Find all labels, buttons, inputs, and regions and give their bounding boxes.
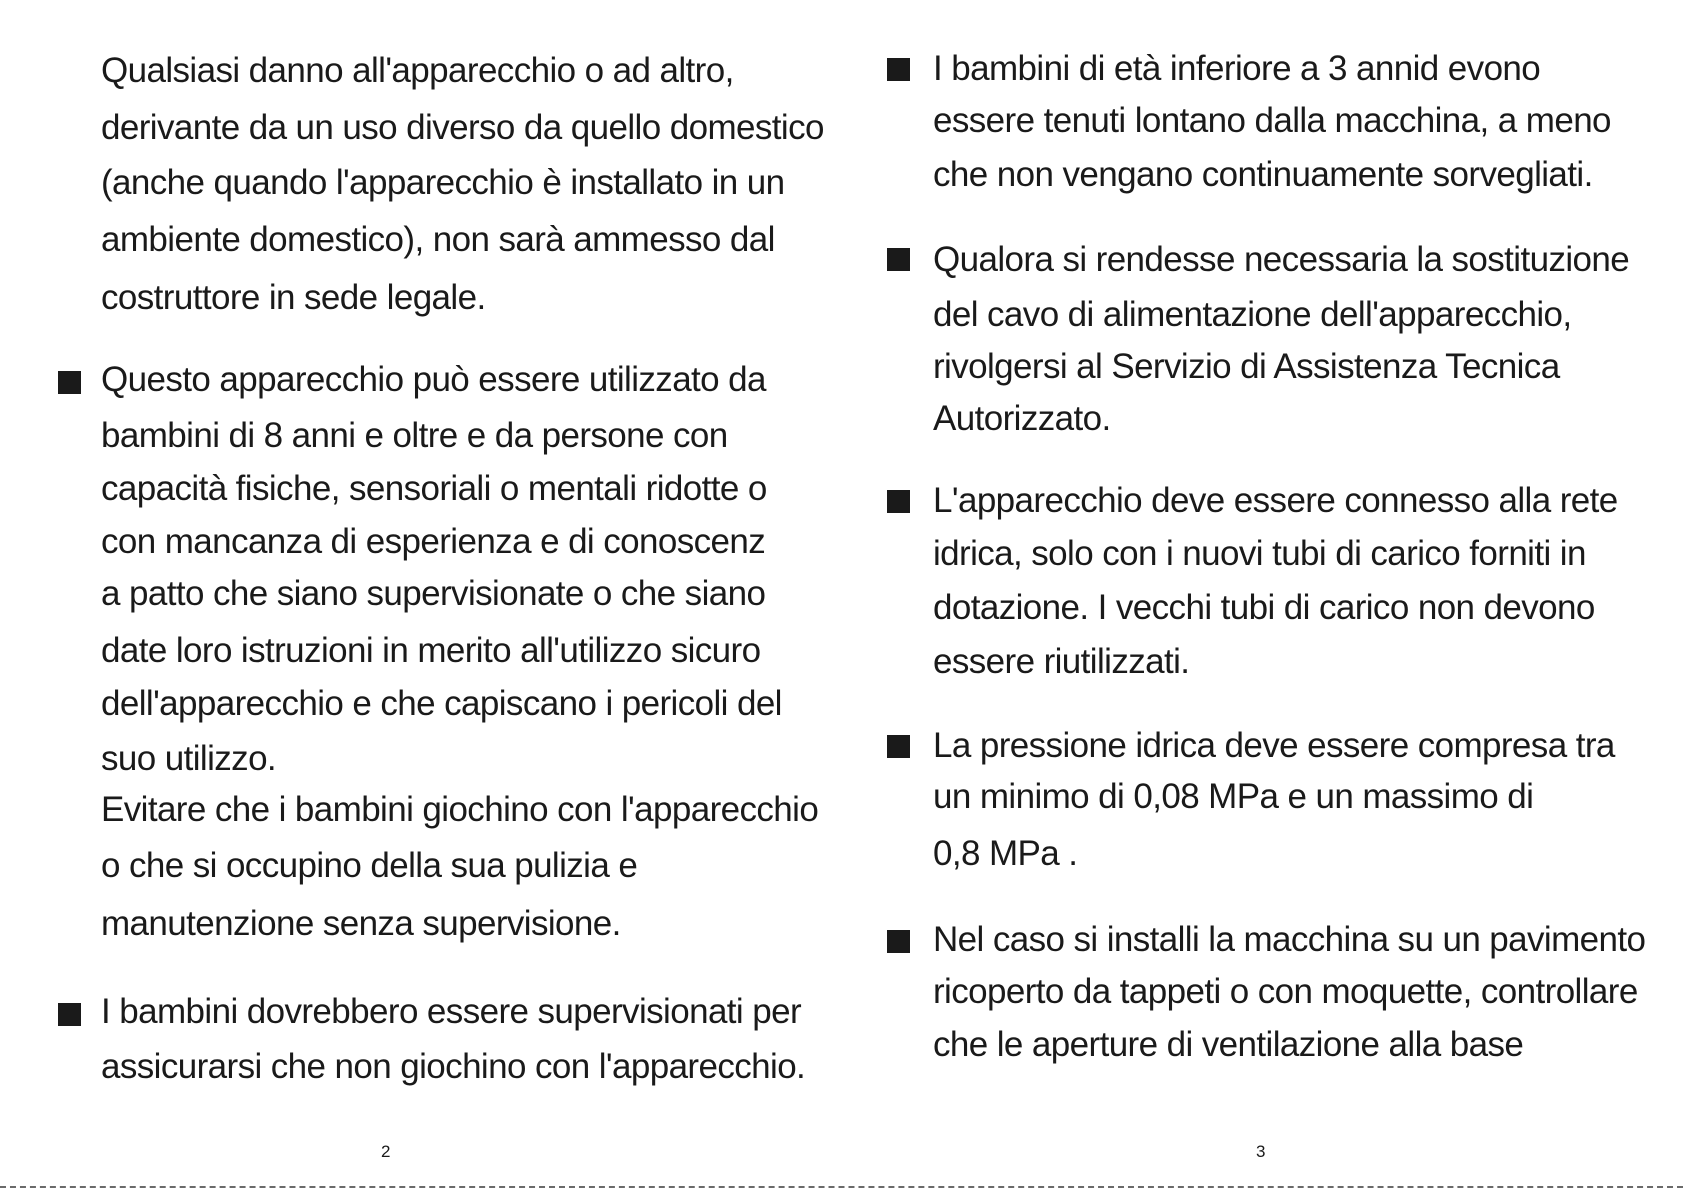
text-line: un minimo di 0,08 MPa e un massimo di (933, 777, 1534, 816)
square-bullet-icon (887, 58, 910, 81)
square-bullet-icon (887, 930, 910, 953)
text-line: dell'apparecchio e che capiscano i pericoli del (101, 684, 782, 723)
text-line: del cavo di alimentazione dell'apparecchio, (933, 295, 1572, 334)
text-line: a patto che siano supervisionate o che siano (101, 574, 766, 613)
text-line: dotazione. I vecchi tubi di carico non devono (933, 588, 1595, 627)
text-line: derivante da un uso diverso da quello domestico (101, 108, 824, 147)
text-line: che non vengano continuamente sorvegliati. (933, 155, 1593, 194)
text-line: Evitare che i bambini giochino con l'apparecchio (101, 790, 819, 829)
page-number: 2 (381, 1142, 391, 1161)
text-line: I bambini di età inferiore a 3 annid evono (933, 49, 1541, 88)
square-bullet-icon (887, 248, 910, 271)
text-line: (anche quando l'apparecchio è installato in un (101, 163, 785, 202)
text-line: bambini di 8 anni e oltre e da persone con (101, 416, 728, 455)
text-line: essere riutilizzati. (933, 642, 1190, 681)
text-line: ricoperto da tappeti o con moquette, controllare (933, 972, 1638, 1011)
square-bullet-icon (887, 490, 910, 513)
text-line: essere tenuti lontano dalla macchina, a meno (933, 101, 1611, 140)
text-line: con mancanza di esperienza e di conoscenz (101, 522, 766, 561)
text-line: Qualora si rendesse necessaria la sostituzione (933, 240, 1630, 279)
text-line: costruttore in sede legale. (101, 278, 486, 317)
text-line: L'apparecchio deve essere connesso alla rete (933, 481, 1618, 520)
text-line: Autorizzato. (933, 399, 1111, 438)
square-bullet-icon (58, 1003, 81, 1026)
text-line: capacità fisiche, sensoriali o mentali ridotte o (101, 469, 767, 508)
text-line: Questo apparecchio può essere utilizzato da (101, 360, 766, 399)
text-line: suo utilizzo. (101, 739, 277, 778)
text-line: manutenzione senza supervisione. (101, 904, 621, 943)
text-line: che le aperture di ventilazione alla base (933, 1025, 1524, 1064)
text-line: rivolgersi al Servizio di Assistenza Tecnica (933, 347, 1560, 386)
square-bullet-icon (887, 735, 910, 758)
text-line: 0,8 MPa . (933, 834, 1078, 873)
text-line: Nel caso si installi la macchina su un pavimento (933, 920, 1646, 959)
text-line: Qualsiasi danno all'apparecchio o ad altro, (101, 51, 734, 90)
text-line: o che si occupino della sua pulizia e (101, 846, 638, 885)
page-number: 3 (1256, 1142, 1266, 1161)
text-line: I bambini dovrebbero essere supervisionati per (101, 992, 802, 1031)
text-line: date loro istruzioni in merito all'utilizzo sicuro (101, 631, 761, 670)
right-page (841, 0, 1683, 1191)
bottom-dashed-rule (0, 1186, 1683, 1188)
text-line: assicurarsi che non giochino con l'apparecchio. (101, 1047, 806, 1086)
left-page (0, 0, 841, 1191)
text-line: ambiente domestico), non sarà ammesso dal (101, 220, 775, 259)
text-line: La pressione idrica deve essere compresa tra (933, 726, 1615, 765)
text-line: idrica, solo con i nuovi tubi di carico forniti in (933, 534, 1586, 573)
square-bullet-icon (58, 371, 81, 394)
